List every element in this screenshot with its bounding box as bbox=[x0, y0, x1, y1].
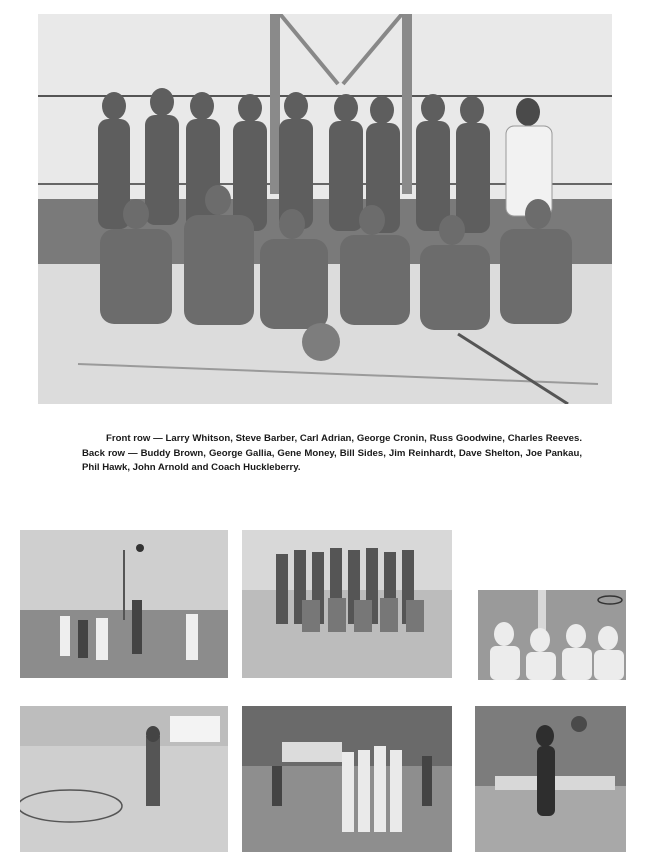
group-photo bbox=[242, 530, 452, 678]
shot-silhouette-photo bbox=[475, 706, 626, 852]
team-photo bbox=[38, 14, 612, 404]
players-portrait-photo bbox=[478, 590, 626, 680]
court-player-photo bbox=[20, 706, 228, 852]
game-action-photo bbox=[20, 530, 228, 678]
group-outdoor-photo bbox=[242, 706, 452, 852]
team-caption: Front row — Larry Whitson, Steve Barber, Carl Adrian, George Cronin, Russ Goodwine, Charles Reeves. Back row — Buddy Brown, George Gallia, Gene Money, Bill Sides, Jim Reinhardt, Dave Shelton, Joe Pankau, Phil Hawk, John Arnold and Coach Huckleberry. bbox=[82, 433, 582, 473]
